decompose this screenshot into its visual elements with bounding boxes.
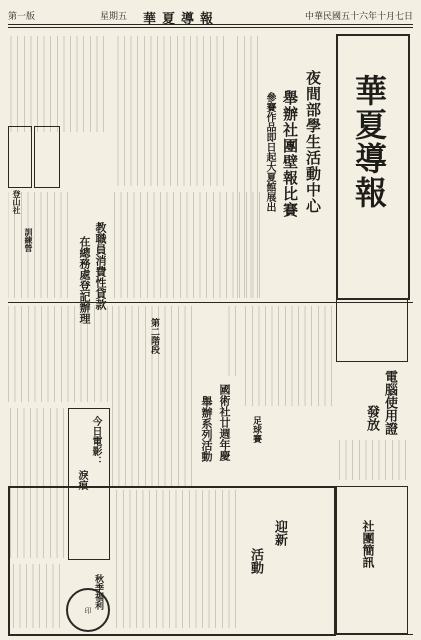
masthead-box — [336, 34, 410, 300]
computer-card-headline-2: 發放 — [364, 405, 379, 431]
welcome-body — [116, 490, 236, 628]
masthead-title: 華夏導報 — [350, 74, 388, 210]
lead-headline-1: 夜間部學生活動中心 — [304, 70, 322, 214]
welcome-headline-1: 迎新 — [272, 520, 287, 546]
autumn-body — [12, 564, 60, 628]
mid-story-3 — [240, 306, 332, 406]
staff-box — [336, 298, 408, 362]
page-number: 第一版 — [8, 12, 36, 22]
movie-title-1: 今日電影： — [90, 416, 101, 466]
mid-story-1 — [112, 192, 260, 298]
lead-body-col-2 — [112, 36, 224, 186]
computer-card-body — [336, 440, 406, 480]
loan-headline-1: 教職員消費性貸款 — [94, 222, 107, 310]
header-rule-2 — [8, 27, 413, 28]
issue-date: 中華民國五十六年十月七日 — [304, 12, 413, 22]
mid-story-2 — [8, 192, 68, 298]
mid-rule — [8, 302, 413, 303]
second-stage-title: 第二階段 — [149, 318, 159, 354]
top-left-story — [8, 36, 104, 132]
welcome-headline-2: 活動 — [248, 548, 263, 574]
training-camp-title: 訓練營 — [24, 228, 34, 252]
national-arts-headline-1: 國術社廿週年慶 — [218, 384, 231, 461]
mountain-club-title: 登山社 — [12, 190, 22, 214]
header-rule — [8, 24, 413, 25]
lead-headline-2: 舉辦社團壁報比賽 — [281, 90, 299, 218]
ad-box-1 — [34, 126, 60, 188]
ad-box-2 — [8, 126, 32, 188]
narrow-col — [226, 306, 236, 376]
footer-rule — [8, 634, 413, 635]
club-news-title: 社團簡訊 — [361, 520, 375, 568]
football-title: 足球賽 — [251, 416, 261, 443]
left-story-lower — [8, 306, 108, 402]
loan-headline-2: 在總務處登記辦理 — [78, 236, 91, 324]
lead-subhead: 參賽作品即日起大夏館展出 — [264, 92, 275, 212]
seal-icon: 印 — [66, 588, 110, 632]
computer-card-headline-1: 電腦使用證 — [382, 370, 397, 435]
autumn-title: 秋季福利 — [93, 574, 103, 610]
paper-name-header: 華夏導報 — [143, 12, 220, 27]
national-arts-headline-2: 舉辦系列活動 — [200, 396, 213, 462]
movie-title-2: 淚痕 — [76, 470, 87, 490]
weekday: 星期五 — [100, 12, 128, 22]
